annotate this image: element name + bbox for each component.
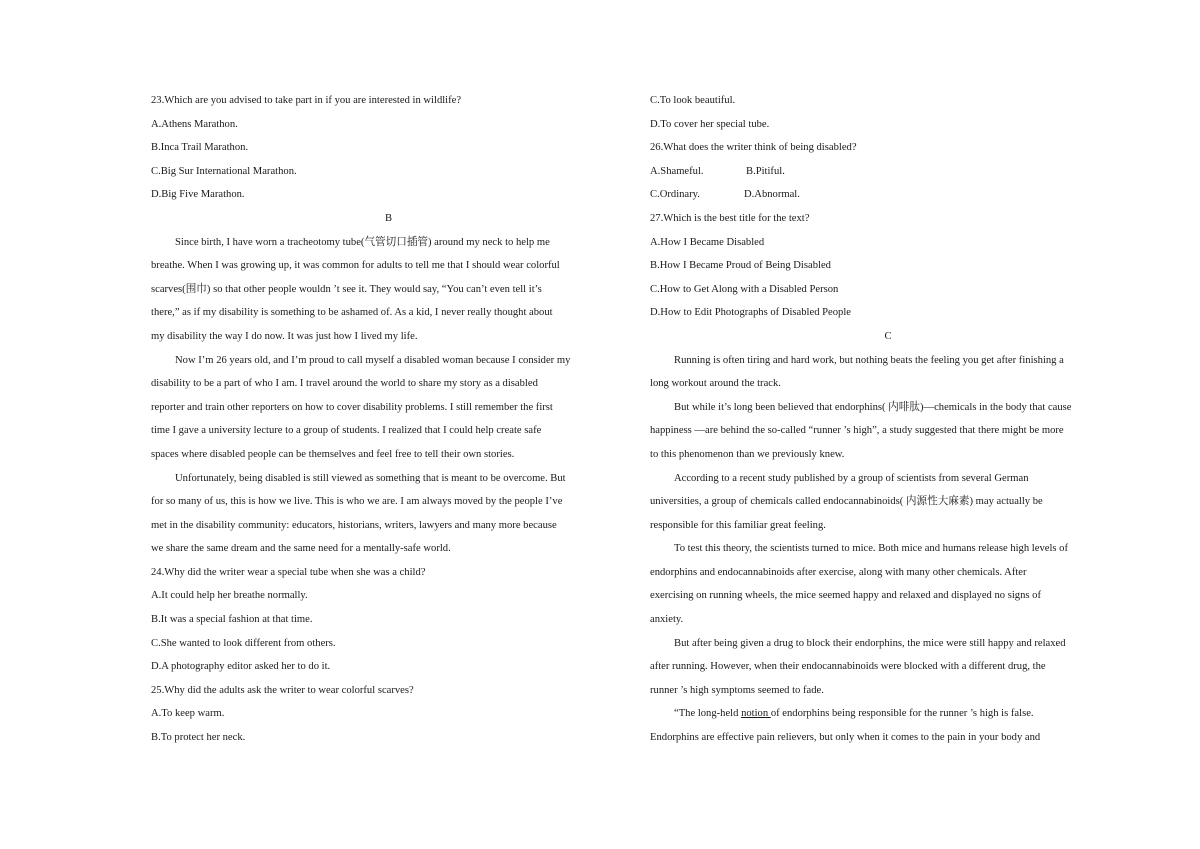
question-25-option-b: B.To protect her neck. [151,732,246,744]
passage-c-line: after running. However, when their endocannabinoids were blocked with a different drug, the [650,661,1046,673]
passage-b-line: reporter and train other reporters on how to cover disability problems. I still remember the first [151,401,553,413]
question-26-options-row-1 [650,160,1126,184]
passage-c-line: Running is often tiring and hard work, but nothing beats the feeling you get after finishing a [674,354,1064,366]
question-24-stem: 24.Why did the writer wear a special tube when she was a child? [151,566,426,578]
passage-c-line: happiness —are behind the so-called “runner ’s high”, a study suggested that there might be more [650,425,1064,437]
question-24-option-d: D.A photography editor asked her to do it. [151,661,331,673]
passage-c-line: anxiety. [650,614,684,626]
question-25-option-a: A.To keep warm. [151,708,225,720]
right-column [650,89,1126,750]
passage-b-line: disability to be a part of who I am. I travel around the world to share my story as a disabled [151,378,538,390]
passage-b-line: there,” as if my disability is something to be ashamed of. As a kid, I never really thought about [151,307,553,319]
question-26-option-b: B.Pitiful. [746,165,785,177]
question-25-option-d: D.To cover her special tube. [650,118,770,130]
passage-c-line: Endorphins are effective pain relievers, but only when it comes to the pain in your body and [650,732,1041,744]
question-27-option-c: C.How to Get Along with a Disabled Person [650,283,839,295]
question-27-option-a: A.How I Became Disabled [650,236,765,248]
question-24-option-b: B.It was a special fashion at that time. [151,614,313,626]
passage-c-line: to this phenomenon than we previously knew. [650,448,845,460]
question-23-option-b: B.Inca Trail Marathon. [151,142,249,154]
passage-c-line [650,702,1126,726]
passage-b-line: Unfortunately, being disabled is still viewed as something that is meant to be overcome. But [175,472,566,484]
passage-b-line: for so many of us, this is how we live. This is who we are. I am always moved by the people I’ve [151,496,563,508]
question-26-options-row-2 [650,183,1126,207]
passage-c-line: responsible for this familiar great feeling. [650,519,826,531]
question-27-option-b: B.How I Became Proud of Being Disabled [650,260,831,272]
question-27-stem: 27.Which is the best title for the text? [650,212,810,224]
passage-c-text: “The long-held [674,708,742,720]
section-c-heading: C [884,330,892,342]
question-26-option-c: C.Ordinary. [650,189,700,201]
section-b-heading: B [384,212,393,224]
question-26-option-a: A.Shameful. [650,165,704,177]
question-23-stem: 23.Which are you advised to take part in if you are interested in wildlife? [151,95,462,106]
passage-b-line: Since birth, I have worn a tracheotomy tube(气管切口插管) around my neck to help me [175,236,550,248]
question-23-option-d: D.Big Five Marathon. [151,189,245,201]
passage-c-line: exercising on running wheels, the mice seemed happy and relaxed and displayed no signs of [650,590,1041,602]
question-23-option-c: C.Big Sur International Marathon. [151,165,297,177]
passage-b-line: scarves(围巾) so that other people wouldn ’t see it. They would say, “You can’t even tell it’s [151,283,542,295]
passage-c-line: universities, a group of chemicals called endocannabinoids( 内源性大麻素) may actually be [650,496,1043,508]
left-column [151,89,626,750]
passage-b-line: spaces where disabled people can be themselves and feel free to tell their own stories. [151,448,515,460]
passage-b-line: time I gave a university lecture to a group of students. I realized that I could help create safe [151,425,542,437]
passage-b-line: Now I’m 26 years old, and I’m proud to call myself a disabled woman because I consider my [175,354,571,366]
passage-c-line: But after being given a drug to block their endorphins, the mice were still happy and relaxed [674,637,1066,649]
passage-b-line: breathe. When I was growing up, it was common for adults to tell me that I should wear colorful [151,260,560,272]
underlined-word-notion: notion [741,708,771,720]
question-24-option-a: A.It could help her breathe normally. [151,590,308,602]
question-26-option-d: D.Abnormal. [744,189,800,201]
passage-b-line: my disability the way I do now. It was just how I lived my life. [151,330,418,342]
passage-c-text: of endorphins being responsible for the runner ’s high is false. [770,708,1034,720]
question-23-option-a: A.Athens Marathon. [151,118,238,130]
passage-c-line: long workout around the track. [650,378,781,390]
question-27-option-d: D.How to Edit Photographs of Disabled People [650,307,851,319]
passage-c-line: But while it’s long been believed that endorphins( 内啡肽)—chemicals in the body that cause [674,401,1072,413]
question-24-option-c: C.She wanted to look different from others. [151,637,336,649]
question-26-stem: 26.What does the writer think of being disabled? [650,142,857,154]
passage-b-line: we share the same dream and the same need for a mentally-safe world. [151,543,451,555]
passage-c-line: According to a recent study published by a group of scientists from several German [674,472,1029,484]
passage-c-line: runner ’s high symptoms seemed to fade. [650,684,824,696]
question-25-stem: 25.Why did the adults ask the writer to wear colorful scarves? [151,684,414,696]
question-25-option-c: C.To look beautiful. [650,95,736,106]
passage-c-line: endorphins and endocannabinoids after exercise, along with many other chemicals. After [650,566,1027,578]
passage-b-line: met in the disability community: educators, historians, writers, lawyers and many more because [151,519,557,531]
passage-c-line: To test this theory, the scientists turned to mice. Both mice and humans release high levels of [674,543,1068,555]
